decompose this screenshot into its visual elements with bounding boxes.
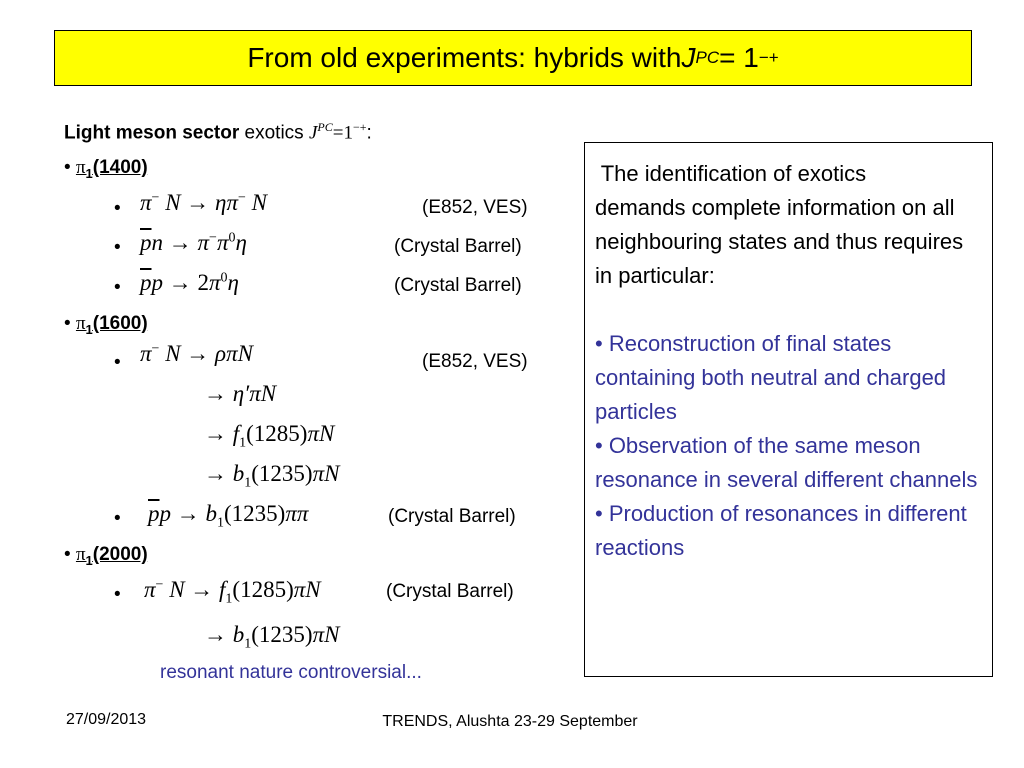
reference-label: (E852, VES) xyxy=(422,197,528,218)
group-pi: π xyxy=(75,544,86,565)
reference-label: (Crystal Barrel) xyxy=(388,506,516,527)
box-item: • Reconstruction of final states containing both neutral and charged particles xyxy=(595,331,947,424)
group-mass: (2000) xyxy=(92,544,148,565)
reaction-equation: π− N → ρπN xyxy=(140,341,253,366)
footer-date: 27/09/2013 xyxy=(66,711,147,728)
group-pi1-1600: • $\pi_1(1600)$ xyxy=(64,313,148,337)
heading-formula: J xyxy=(308,122,318,144)
reference-label: (Crystal Barrel) xyxy=(386,581,514,602)
heading-colon: : xyxy=(366,122,372,144)
reaction-equation: → η′πN xyxy=(204,381,277,406)
box-item: • Production of resonances in different reactions xyxy=(595,501,967,560)
heading-bold: Light meson sector xyxy=(64,122,240,144)
reaction-equation: π− $N \to f_1(1285)\pi N$ xyxy=(144,577,321,607)
reaction-equation: → $f_1(1285)\pi N$ xyxy=(204,421,335,451)
reaction-equation: → $b_1(1235)\pi N$ xyxy=(204,622,340,652)
bullet-dot: • xyxy=(114,198,121,219)
group-sub: 1 xyxy=(85,165,93,181)
heading-normal: exotics xyxy=(239,122,309,144)
title-suffix: = 1 xyxy=(719,42,759,73)
box-heading: The identification of exotics xyxy=(595,161,867,186)
reference-label: (Crystal Barrel) xyxy=(394,236,522,257)
bullet-dot: • xyxy=(114,508,121,529)
exotics-identification-box xyxy=(584,142,993,677)
spacer xyxy=(595,293,982,327)
title-j: J xyxy=(681,42,696,73)
heading-formula-tail-sup: −+ xyxy=(352,120,367,134)
bullet-dot: • xyxy=(114,584,121,605)
title-pc: PC xyxy=(695,48,720,67)
footer-conference: TRENDS, Alushta 23-29 September xyxy=(382,713,638,730)
group-mass: (1600) xyxy=(92,313,148,334)
reaction-equation: $\overline{p}p \to 2\pi^0\eta$ xyxy=(140,270,239,295)
group-pi: π xyxy=(75,313,86,334)
box-item: • Observation of the same meson resonance in several different channels xyxy=(595,433,978,492)
heading-formula-tail: =1 xyxy=(332,122,353,144)
section-heading xyxy=(64,120,372,144)
slide-title xyxy=(54,30,972,86)
heading-formula-sup: PC xyxy=(317,120,333,134)
group-pi1-1400: • $\pi_1(1400)$ xyxy=(64,157,148,181)
reference-label: (Crystal Barrel) xyxy=(394,275,522,296)
controversial-note: resonant nature controversial... xyxy=(160,662,422,683)
reference-label: (E852, VES) xyxy=(422,351,528,372)
group-pi1-2000: • $\pi_1(2000)$ xyxy=(64,544,148,568)
title-sign: −+ xyxy=(758,48,779,67)
group-sub: 1 xyxy=(85,552,93,568)
reaction-equation: $\overline{p}p \to b_1(1235)\pi\pi$ xyxy=(148,501,309,531)
bullet-dot: • xyxy=(114,352,121,373)
reaction-equation: $\overline{p}n \to \pi^-\pi^0\eta$ xyxy=(140,230,247,255)
group-mass: (1400) xyxy=(92,157,148,178)
reaction-equation: → $b_1(1235)\pi N$ xyxy=(204,461,340,491)
box-intro: demands complete information on all neighbouring states and thus requires in particular: xyxy=(595,195,964,288)
group-sub: 1 xyxy=(85,321,93,337)
title-prefix: From old experiments: hybrids with xyxy=(247,42,682,73)
bullet-dot: • xyxy=(114,237,121,258)
group-pi: π xyxy=(75,157,86,178)
bullet-dot: • xyxy=(114,277,121,298)
reaction-equation: π− N → ηπ− N xyxy=(140,190,267,215)
